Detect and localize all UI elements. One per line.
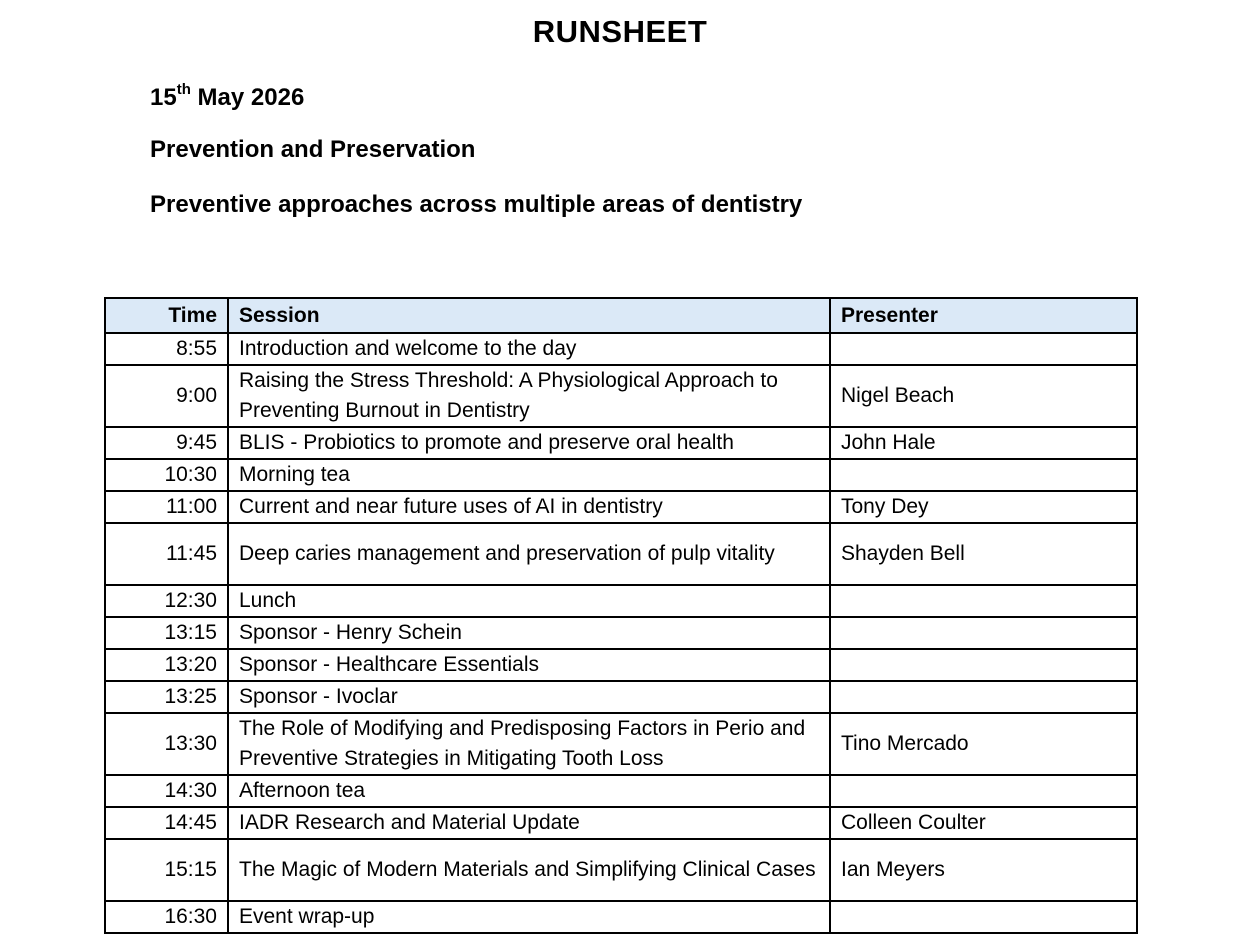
table-row	[105, 585, 1137, 617]
row-session: Introduction and welcome to the day	[228, 333, 830, 365]
row-presenter: Ian Meyers	[830, 839, 1137, 901]
row-time: 14:30	[105, 775, 228, 807]
row-presenter: Nigel Beach	[830, 365, 1137, 427]
row-presenter	[830, 649, 1137, 681]
row-session: IADR Research and Material Update	[228, 807, 830, 839]
table-row	[105, 365, 1137, 427]
row-presenter	[830, 333, 1137, 365]
header-session: Session	[228, 298, 830, 333]
row-session: Raising the Stress Threshold: A Physiological Approach to Preventing Burnout in Dentistry	[228, 365, 830, 427]
document-title: RUNSHEET	[532, 14, 708, 49]
row-time: 10:30	[105, 459, 228, 491]
event-date	[150, 81, 304, 112]
row-session: Lunch	[228, 585, 830, 617]
row-time: 8:55	[105, 333, 228, 365]
event-subtitle: Preventive approaches across multiple areas of dentistry	[150, 191, 803, 218]
table-row	[105, 649, 1137, 681]
table-row	[105, 617, 1137, 649]
row-presenter: John Hale	[830, 427, 1137, 459]
table-row	[105, 901, 1137, 933]
row-time: 11:00	[105, 491, 228, 523]
row-session: Deep caries management and preservation of pulp vitality	[228, 523, 830, 585]
row-time: 11:45	[105, 523, 228, 585]
row-time: 13:20	[105, 649, 228, 681]
date-suffix: th	[176, 81, 191, 98]
table-header-row	[105, 298, 1137, 333]
row-session: Morning tea	[228, 459, 830, 491]
table-row	[105, 807, 1137, 839]
runsheet-table	[104, 297, 1138, 934]
table-row	[105, 839, 1137, 901]
row-time: 14:45	[105, 807, 228, 839]
row-presenter	[830, 901, 1137, 933]
header-time: Time	[105, 298, 228, 333]
row-time: 9:00	[105, 365, 228, 427]
row-session: BLIS - Probiotics to promote and preserve oral health	[228, 427, 830, 459]
table-row	[105, 681, 1137, 713]
table-row	[105, 491, 1137, 523]
row-presenter	[830, 585, 1137, 617]
row-session: The Magic of Modern Materials and Simplifying Clinical Cases	[228, 839, 830, 901]
row-time: 13:30	[105, 713, 228, 775]
date-rest: May 2026	[190, 84, 305, 111]
row-session: Event wrap-up	[228, 901, 830, 933]
date-day: 15	[150, 84, 177, 111]
row-time: 13:15	[105, 617, 228, 649]
event-theme: Prevention and Preservation	[150, 136, 476, 163]
row-presenter: Tony Dey	[830, 491, 1137, 523]
row-session: The Role of Modifying and Predisposing Factors in Perio and Preventive Strategies in Mitigating Tooth Loss	[228, 713, 830, 775]
row-time: 12:30	[105, 585, 228, 617]
row-session: Sponsor - Henry Schein	[228, 617, 830, 649]
table-row	[105, 523, 1137, 585]
row-session: Afternoon tea	[228, 775, 830, 807]
row-presenter: Colleen Coulter	[830, 807, 1137, 839]
row-presenter	[830, 459, 1137, 491]
row-session: Sponsor - Healthcare Essentials	[228, 649, 830, 681]
table-row	[105, 333, 1137, 365]
table-row	[105, 713, 1137, 775]
table-row	[105, 775, 1137, 807]
header-presenter: Presenter	[830, 298, 1137, 333]
row-time: 13:25	[105, 681, 228, 713]
table-row	[105, 459, 1137, 491]
row-session: Current and near future uses of AI in dentistry	[228, 491, 830, 523]
table-row	[105, 427, 1137, 459]
row-presenter: Shayden Bell	[830, 523, 1137, 585]
row-presenter: Tino Mercado	[830, 713, 1137, 775]
row-presenter	[830, 681, 1137, 713]
row-time: 16:30	[105, 901, 228, 933]
row-presenter	[830, 617, 1137, 649]
row-time: 15:15	[105, 839, 228, 901]
row-presenter	[830, 775, 1137, 807]
row-session: Sponsor - Ivoclar	[228, 681, 830, 713]
row-time: 9:45	[105, 427, 228, 459]
